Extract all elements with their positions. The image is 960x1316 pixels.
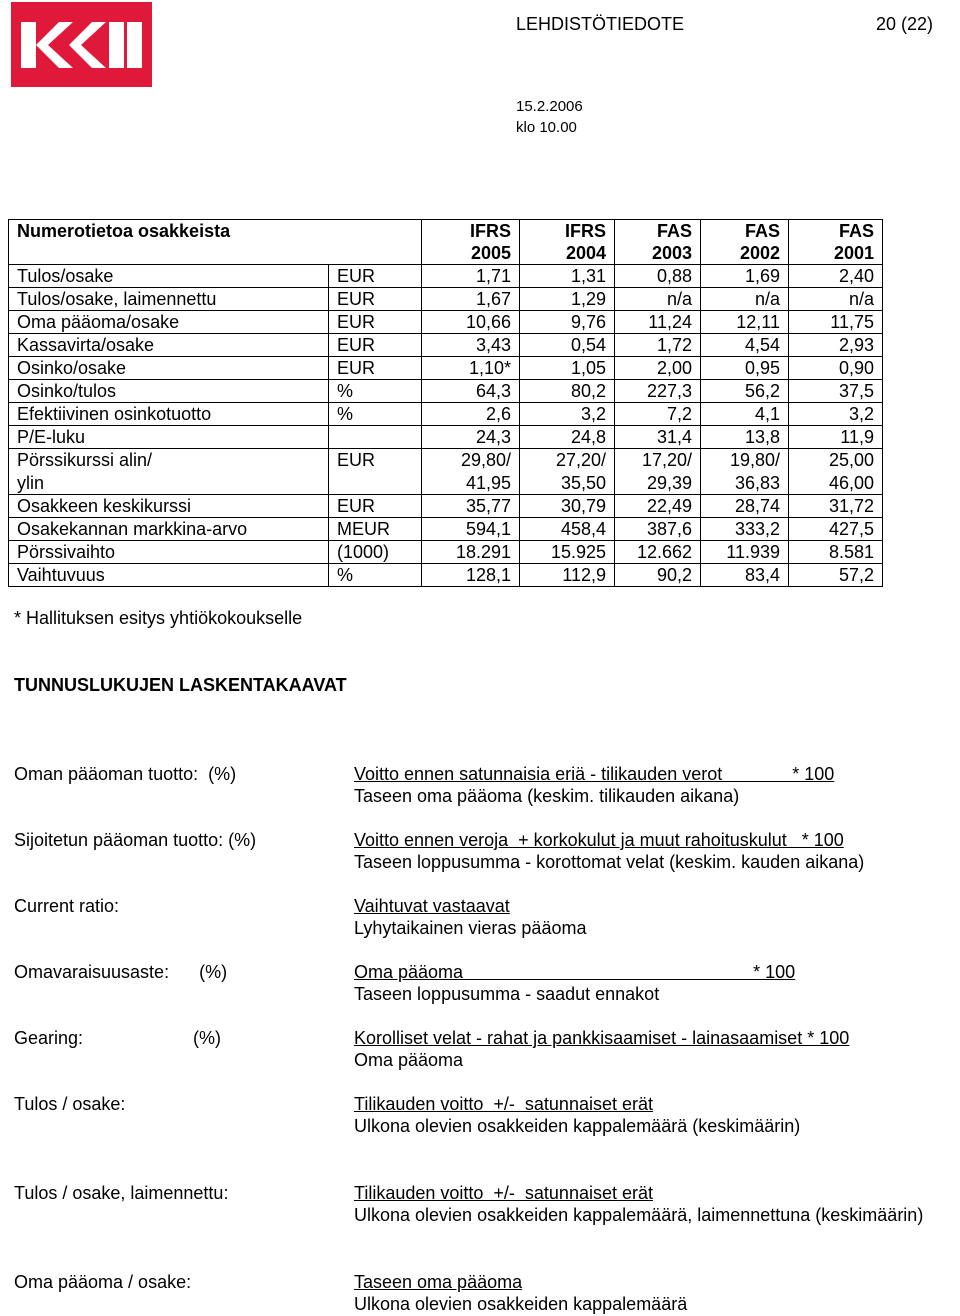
row-value: 7,2 <box>615 403 701 426</box>
table-row <box>9 518 883 541</box>
row-value: 41,95 <box>422 472 520 495</box>
col-std: FAS <box>615 220 701 243</box>
row-value: 3,2 <box>789 403 883 426</box>
row-value: 11,75 <box>789 311 883 334</box>
row-value: 13,8 <box>701 426 789 449</box>
formula-denominator: Taseen loppusumma - korottomat velat (keskim. kauden aikana) <box>354 852 865 872</box>
title-spacer <box>9 242 422 265</box>
row-value: 30,79 <box>520 495 615 518</box>
row-value: 0,95 <box>701 357 789 380</box>
table-row <box>9 357 883 380</box>
row-value: 10,66 <box>422 311 520 334</box>
row-label: Vaihtuvuus <box>9 564 329 587</box>
row-label: Efektiivinen osinkotuotto <box>9 403 329 426</box>
col-year: 2003 <box>615 242 701 265</box>
row-unit: EUR <box>329 265 422 288</box>
formula-label: Tulos / osake: <box>14 1094 126 1114</box>
formula-numerator: Tilikauden voitto +/- satunnaiset erät <box>354 1094 653 1114</box>
share-data-table <box>8 219 883 587</box>
row-value: n/a <box>789 288 883 311</box>
row-value: 31,4 <box>615 426 701 449</box>
formula-label: Oma pääoma / osake: <box>14 1272 192 1292</box>
row-value: 15.925 <box>520 541 615 564</box>
formula-denominator: Oma pääoma <box>354 1050 464 1070</box>
table-row <box>9 380 883 403</box>
row-value: 1,69 <box>701 265 789 288</box>
col-year: 2004 <box>520 242 615 265</box>
row-value: 36,83 <box>701 472 789 495</box>
col-std: IFRS <box>520 220 615 243</box>
row-value: 333,2 <box>701 518 789 541</box>
col-std: FAS <box>701 220 789 243</box>
row-value: 9,76 <box>520 311 615 334</box>
row-value: 427,5 <box>789 518 883 541</box>
row-value: 1,72 <box>615 334 701 357</box>
row-label: Tulos/osake, laimennettu <box>9 288 329 311</box>
row-value: 11.939 <box>701 541 789 564</box>
row-value: 25,00 <box>789 449 883 472</box>
row-value: 31,72 <box>789 495 883 518</box>
footnote: * Hallituksen esitys yhtiökokoukselle <box>14 608 303 628</box>
row-value: 458,4 <box>520 518 615 541</box>
row-value: 0,88 <box>615 265 701 288</box>
formula-numerator: Voitto ennen veroja + korkokulut ja muut rahoituskulut * 100 <box>354 830 844 850</box>
row-unit: MEUR <box>329 518 422 541</box>
row-value: 12,11 <box>701 311 789 334</box>
row-value: 1,67 <box>422 288 520 311</box>
row-unit: EUR <box>329 357 422 380</box>
row-unit: EUR <box>329 288 422 311</box>
row-label: Osinko/osake <box>9 357 329 380</box>
row-label: Osinko/tulos <box>9 380 329 403</box>
row-value: 11,24 <box>615 311 701 334</box>
formula-denominator: Ulkona olevien osakkeiden kappalemäärä (keskimäärin) <box>354 1116 801 1136</box>
row-value: 128,1 <box>422 564 520 587</box>
row-value: 12.662 <box>615 541 701 564</box>
row-value: 29,80/ <box>422 449 520 472</box>
row-value: 4,1 <box>701 403 789 426</box>
row-unit: EUR <box>329 334 422 357</box>
row-value: 2,00 <box>615 357 701 380</box>
document-type: LEHDISTÖTIEDOTE <box>516 14 685 34</box>
formula-numerator: Taseen oma pääoma <box>354 1272 523 1292</box>
row-value: 11,9 <box>789 426 883 449</box>
row-label: Tulos/osake <box>9 265 329 288</box>
row-value: 3,2 <box>520 403 615 426</box>
col-year: 2005 <box>422 242 520 265</box>
row-value: 19,80/ <box>701 449 789 472</box>
row-value: 2,6 <box>422 403 520 426</box>
row-value: 1,71 <box>422 265 520 288</box>
row-value: 28,74 <box>701 495 789 518</box>
formulas-title: TUNNUSLUKUJEN LASKENTAKAAVAT <box>14 675 347 695</box>
row-value: 29,39 <box>615 472 701 495</box>
row-label: ylin <box>9 472 329 495</box>
formula-numerator: Korolliset velat - rahat ja pankkisaamiset - lainasaamiset * 100 <box>354 1028 850 1048</box>
formula-denominator: Taseen loppusumma - saadut ennakot <box>354 984 660 1004</box>
row-value: 17,20/ <box>615 449 701 472</box>
row-value: 1,10* <box>422 357 520 380</box>
col-year: 2001 <box>789 242 883 265</box>
row-value: 2,93 <box>789 334 883 357</box>
row-unit: % <box>329 564 422 587</box>
col-year: 2002 <box>701 242 789 265</box>
row-value: 64,3 <box>422 380 520 403</box>
row-value: 22,49 <box>615 495 701 518</box>
row-unit: EUR <box>329 495 422 518</box>
formula-denominator: Lyhytaikainen vieras pääoma <box>354 918 587 938</box>
row-value: 37,5 <box>789 380 883 403</box>
row-label: Osakkeen keskikurssi <box>9 495 329 518</box>
row-value: 18.291 <box>422 541 520 564</box>
table-row <box>9 334 883 357</box>
formula-label: Oman pääoman tuotto: (%) <box>14 764 237 784</box>
row-value: 112,9 <box>520 564 615 587</box>
table-row <box>9 564 883 587</box>
formula-numerator: Vaihtuvat vastaavat <box>354 896 510 916</box>
table-row <box>9 311 883 334</box>
company-logo <box>11 2 152 87</box>
row-value: 1,29 <box>520 288 615 311</box>
formula-label: Gearing: (%) <box>14 1028 222 1048</box>
col-std: IFRS <box>422 220 520 243</box>
row-value: 35,50 <box>520 472 615 495</box>
page-number: 20 (22) <box>876 14 934 34</box>
row-value: 3,43 <box>422 334 520 357</box>
row-value: 83,4 <box>701 564 789 587</box>
table-row <box>9 472 883 495</box>
row-label: Osakekannan markkina-arvo <box>9 518 329 541</box>
row-value: n/a <box>701 288 789 311</box>
row-unit <box>329 426 422 449</box>
row-unit: EUR <box>329 449 422 472</box>
table-title: Numerotietoa osakkeista <box>9 220 422 243</box>
formula-numerator: Voitto ennen satunnaisia eriä - tilikauden verot * 100 <box>354 764 835 784</box>
formula-label: Sijoitetun pääoman tuotto: (%) <box>14 830 257 850</box>
row-value: n/a <box>615 288 701 311</box>
row-unit: (1000) <box>329 541 422 564</box>
row-value: 90,2 <box>615 564 701 587</box>
row-value: 35,77 <box>422 495 520 518</box>
table-row <box>9 495 883 518</box>
row-label: Oma pääoma/osake <box>9 311 329 334</box>
row-label: Pörssivaihto <box>9 541 329 564</box>
date-line: 15.2.2006 <box>516 98 583 115</box>
row-value: 387,6 <box>615 518 701 541</box>
row-value: 57,2 <box>789 564 883 587</box>
formula-label: Tulos / osake, laimennettu: <box>14 1183 229 1203</box>
row-value: 594,1 <box>422 518 520 541</box>
table-row <box>9 288 883 311</box>
row-value: 1,05 <box>520 357 615 380</box>
row-unit: % <box>329 380 422 403</box>
row-label: Pörssikurssi alin/ <box>9 449 329 472</box>
row-value: 56,2 <box>701 380 789 403</box>
row-value: 27,20/ <box>520 449 615 472</box>
time-line: klo 10.00 <box>516 119 577 136</box>
formula-denominator: Taseen oma pääoma (keskim. tilikauden aikana) <box>354 786 740 806</box>
row-value: 1,31 <box>520 265 615 288</box>
row-value: 24,8 <box>520 426 615 449</box>
formula-denominator: Ulkona olevien osakkeiden kappalemäärä <box>354 1294 688 1314</box>
formula-label: Omavaraisuusaste: (%) <box>14 962 228 982</box>
table-row <box>9 449 883 472</box>
row-unit: % <box>329 403 422 426</box>
row-value: 4,54 <box>701 334 789 357</box>
row-value: 8.581 <box>789 541 883 564</box>
row-label: Kassavirta/osake <box>9 334 329 357</box>
row-value: 46,00 <box>789 472 883 495</box>
formula-label: Current ratio: <box>14 896 120 916</box>
release-date <box>516 96 583 138</box>
row-value: 80,2 <box>520 380 615 403</box>
row-label: P/E-luku <box>9 426 329 449</box>
row-value: 24,3 <box>422 426 520 449</box>
row-unit: EUR <box>329 311 422 334</box>
row-value: 227,3 <box>615 380 701 403</box>
table-row <box>9 426 883 449</box>
table-row <box>9 541 883 564</box>
row-unit <box>329 472 422 495</box>
formula-denominator: Ulkona olevien osakkeiden kappalemäärä, laimennettuna (keskimäärin) <box>354 1205 924 1225</box>
formula-numerator: Tilikauden voitto +/- satunnaiset erät <box>354 1183 653 1203</box>
table-row <box>9 403 883 426</box>
table-row <box>9 265 883 288</box>
formula-numerator: Oma pääoma * 100 <box>354 962 796 982</box>
row-value: 0,54 <box>520 334 615 357</box>
row-value: 2,40 <box>789 265 883 288</box>
col-std: FAS <box>789 220 883 243</box>
row-value: 0,90 <box>789 357 883 380</box>
